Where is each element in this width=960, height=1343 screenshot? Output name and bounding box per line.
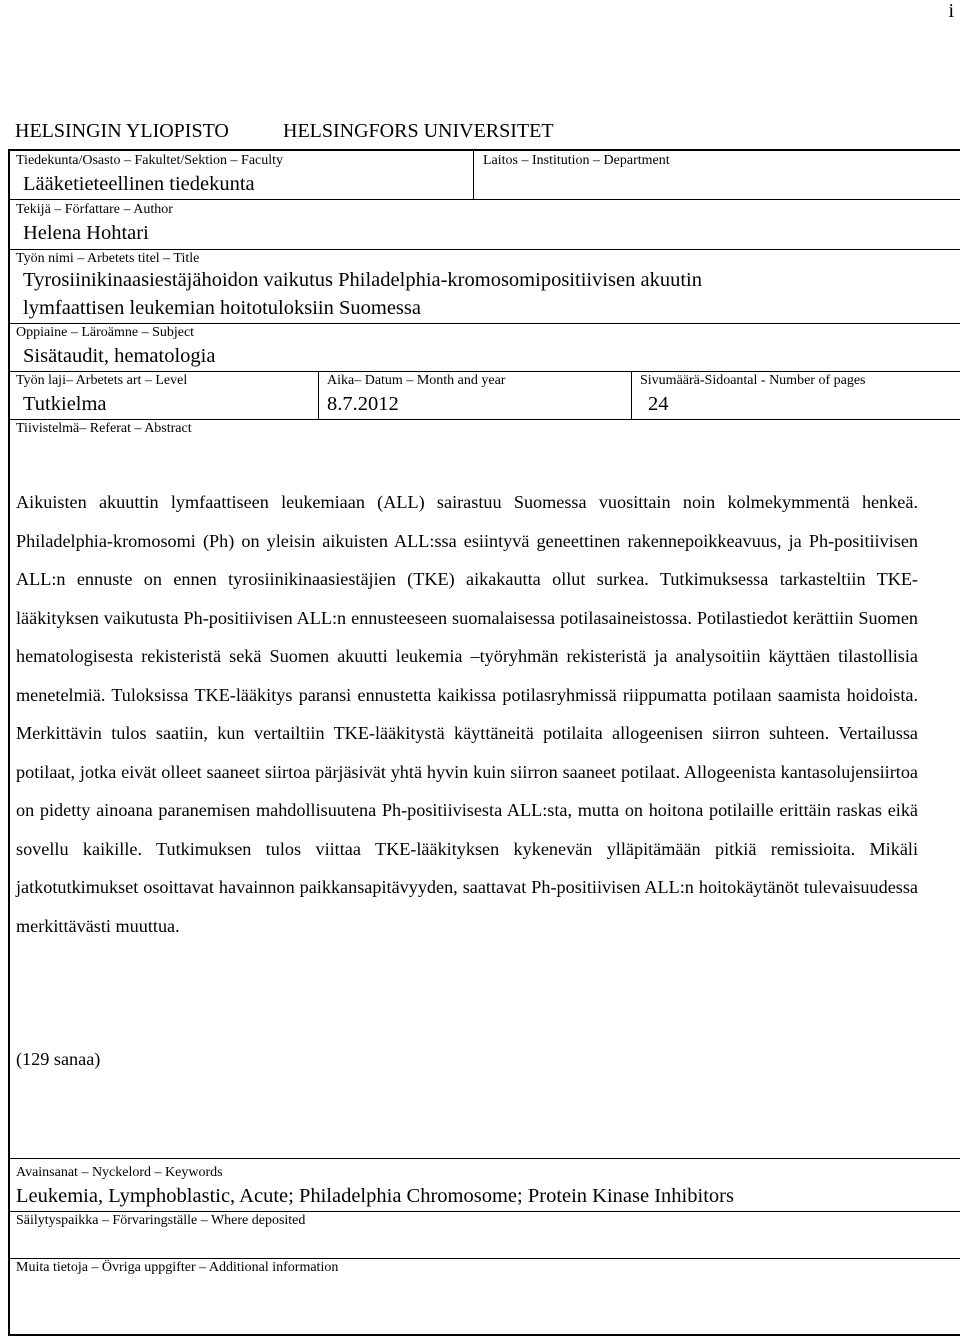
divider xyxy=(10,371,960,372)
divider xyxy=(10,323,960,324)
university-name-swedish: HELSINGFORS UNIVERSITET xyxy=(283,120,554,142)
subject-value: Sisätaudit, hematologia xyxy=(23,345,216,367)
department-label: Laitos – Institution – Department xyxy=(483,153,670,168)
divider xyxy=(10,249,960,250)
author-value: Helena Hohtari xyxy=(23,222,149,244)
page-number: i xyxy=(948,0,954,22)
divider xyxy=(631,371,632,419)
author-label: Tekijä – Författare – Author xyxy=(16,202,173,217)
thesis-abstract-form xyxy=(8,149,960,1336)
date-label: Aika– Datum – Month and year xyxy=(327,373,506,388)
divider xyxy=(318,371,319,419)
university-header xyxy=(15,120,554,143)
pages-value: 24 xyxy=(648,393,669,415)
title-label: Työn nimi – Arbetets titel – Title xyxy=(16,251,200,266)
divider xyxy=(10,199,960,200)
abstract-label: Tiivistelmä– Referat – Abstract xyxy=(16,421,192,436)
word-count: (129 sanaa) xyxy=(16,1049,101,1069)
keywords-label: Avainsanat – Nyckelord – Keywords xyxy=(16,1165,223,1180)
faculty-label: Tiedekunta/Osasto – Fakultet/Sektion – Faculty xyxy=(16,153,284,168)
faculty-value: Lääketieteellinen tiedekunta xyxy=(23,173,255,195)
date-value: 8.7.2012 xyxy=(327,393,399,415)
divider xyxy=(473,151,474,199)
level-value: Tutkielma xyxy=(23,393,107,415)
abstract-text xyxy=(16,483,918,945)
abstract-paragraph: Aikuisten akuuttin lymfaattiseen leukemiaan (ALL) sairastuu Suomessa vuosittain noin kolmekymmentä henkeä. Philadelphia-kromosomi (Ph) on yleisin aikuisten ALL:ssa esiintyvä geneettinen rakennepoikkeavuus, ja Ph-positiivisen ALL:n ennuste on ennen tyrosiinikinaasiestäjien (TKE) aikakautta ollut surkea. Tutkimuksessa tarkasteltiin TKE-lääkityksen vaikutusta Ph-positiivisen ALL:n ennusteeseen suomalaisessa potilasaineistossa. Potilastiedot kerättiin Suomen hematologisesta rekisteristä sekä Suomen akuutti leukemia –työryhmän rekisteristä ja analysoitiin käyttäen tilastollisia menetelmiä. Tuloksissa TKE-lääkitys paransi ennustetta kaikissa potilasryhmissä riippumatta potilaan saamista hoidoista. Merkittävin tulos saatiin, kun vertailtiin TKE-lääkitystä käyttäneitä potilaita allogeenisen siirron suhteen. Vertailussa potilaat, jotka eivät olleet saaneet siirtoa pärjäsivät yhtä hyvin kuin siirron saaneet potilaat. Allogeenista kantasolujensiirtoa on pidetty ainoana paranemisen mahdollisuutena Ph-positiivisesta ALL:sta, mutta on hoitona potilaille erittäin raskas eikä sovellu kaikille. Tutkimuksen tulos viittaa TKE-lääkityksen kykenevän ylläpitämään pitkiä remissioita. Mikäli jatkotutkimukset osoittavat havainnon paikkansapitävyyden, saattavat Ph-positiivisen ALL:n hoitokäytänöt tulevaisuudessa merkittävästi muuttua. xyxy=(16,492,918,936)
pages-label: Sivumäärä-Sidoantal - Number of pages xyxy=(640,373,866,388)
title-value-line2: lymfaattisen leukemian hoitotuloksiin Suomessa xyxy=(23,297,421,319)
level-label: Työn laji– Arbetets art – Level xyxy=(16,373,188,388)
divider xyxy=(10,1211,960,1212)
additional-label: Muita tietoja – Övriga uppgifter – Additional information xyxy=(16,1260,339,1275)
title-value-line1: Tyrosiinikinaasiestäjähoidon vaikutus Philadelphia-kromosomipositiivisen akuutin xyxy=(23,269,702,291)
deposited-label: Säilytyspaikka – Förvaringställe – Where deposited xyxy=(16,1213,306,1228)
subject-label: Oppiaine – Läroämne – Subject xyxy=(16,325,195,340)
divider xyxy=(10,1258,960,1259)
divider xyxy=(10,419,960,420)
divider xyxy=(10,1158,960,1159)
university-name-finnish: HELSINGIN YLIOPISTO xyxy=(15,120,229,142)
keywords-value: Leukemia, Lymphoblastic, Acute; Philadelphia Chromosome; Protein Kinase Inhibitors xyxy=(16,1185,734,1207)
